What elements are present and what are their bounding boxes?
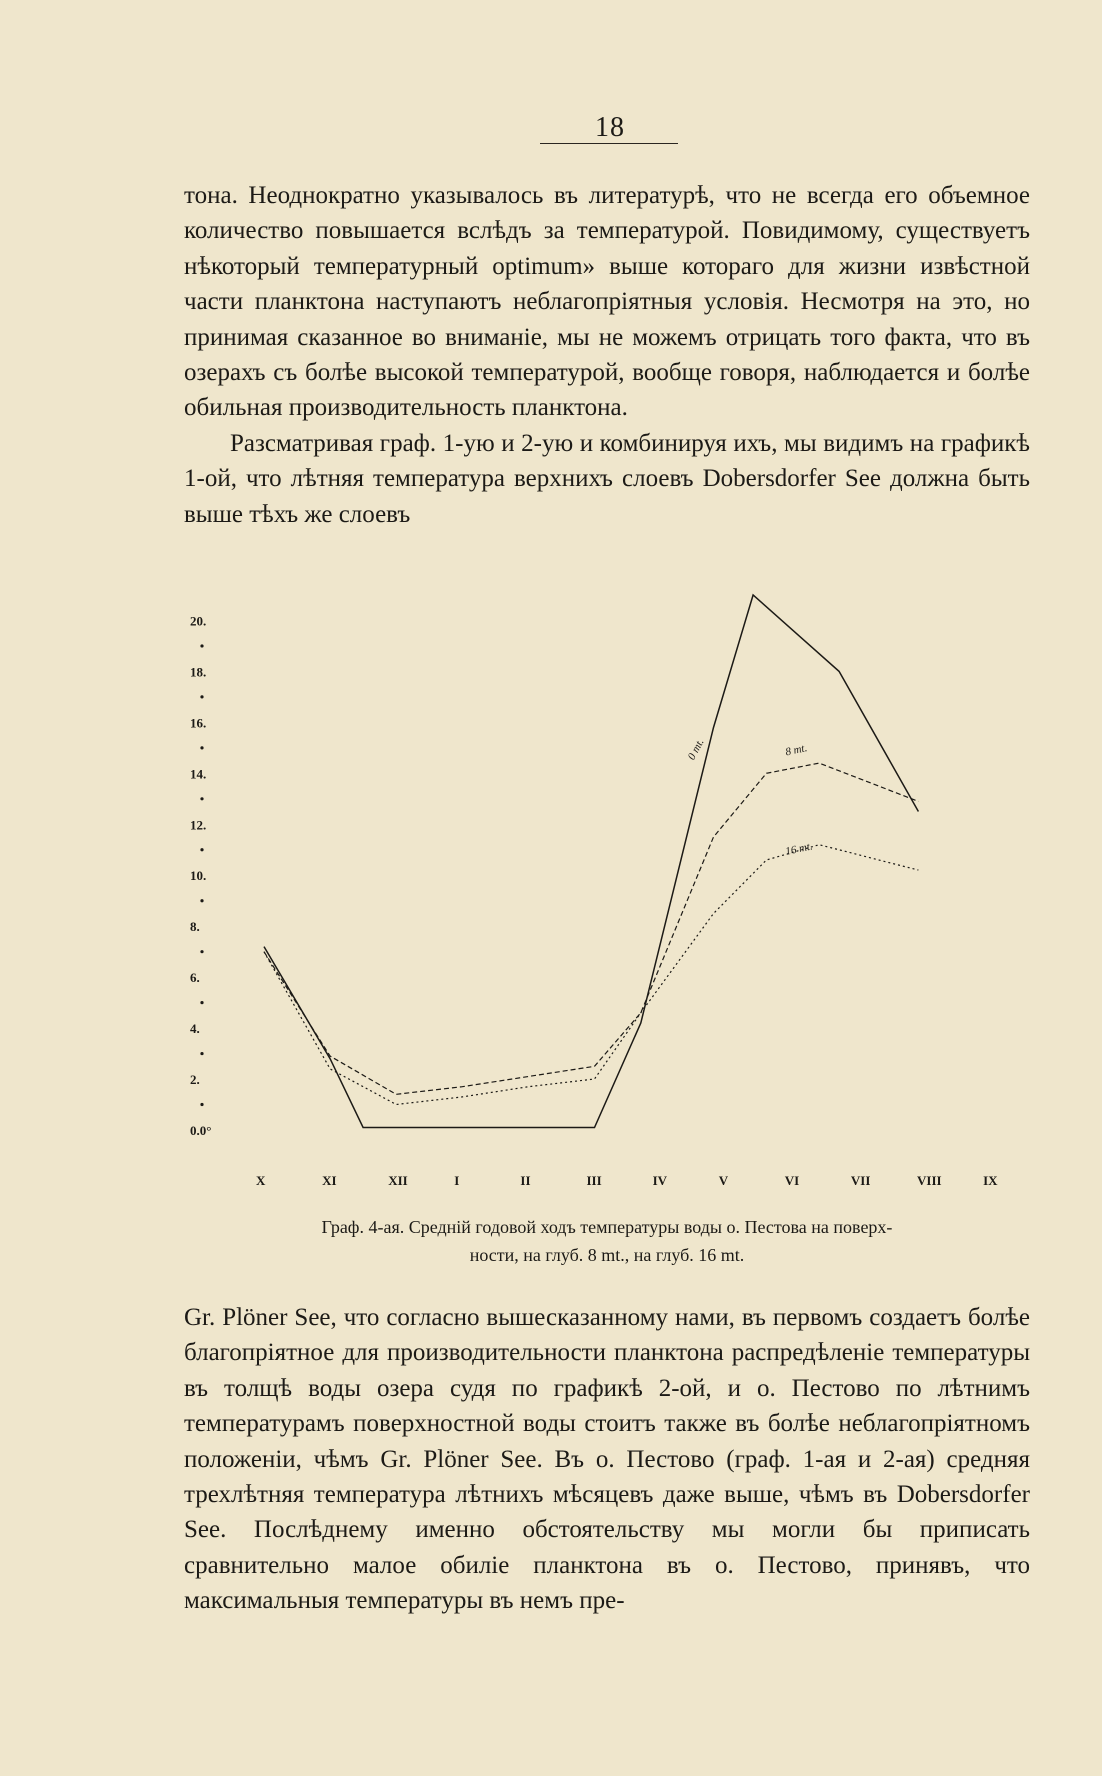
y-tick-label: 0.0°: [190, 1123, 212, 1138]
series-line-0: [264, 595, 918, 1128]
x-tick-label: V: [718, 1173, 729, 1188]
x-tick-label: IV: [652, 1173, 668, 1188]
y-tick-label: 12.: [190, 817, 207, 833]
page-number-rule: [540, 143, 678, 144]
series-line-1: [264, 763, 918, 1094]
series-label: 16 mt.: [784, 840, 814, 858]
y-tick-label: 2.: [190, 1072, 200, 1088]
y-tick-label: 16.: [190, 715, 207, 731]
y-tick-dot: [200, 899, 203, 902]
x-tick-label: VIII: [917, 1173, 942, 1188]
y-tick-dot: [200, 1001, 203, 1004]
y-tick-label: 8.: [190, 919, 200, 935]
y-tick-dot: [200, 797, 203, 800]
figure-caption: [184, 1213, 1030, 1269]
x-tick-label: III: [586, 1173, 602, 1188]
x-tick-label: IX: [983, 1173, 998, 1188]
paragraph: Разсматривая граф. 1-ую и 2-ую и комбинируя ихъ, мы видимъ на графикѣ 1-ой, что лѣтняя температура верхнихъ слоевъ Dobersdorfer See должна быть выше тѣхъ же слоевъ: [184, 429, 1030, 528]
caption-line-2: ности, на глуб. 8 mt., на глуб. 16 mt.: [469, 1245, 745, 1265]
y-tick-label: 6.: [190, 970, 200, 986]
y-tick-dot: [200, 1052, 203, 1055]
temperature-chart: [190, 585, 1040, 1195]
y-tick-label: 14.: [190, 766, 207, 782]
y-tick-label: 20.: [190, 613, 207, 629]
y-tick-dot: [200, 695, 203, 698]
y-tick-dot: [200, 1103, 203, 1106]
caption-line-1: Граф. 4-ая. Средній годовой ходъ температуры воды о. Пестова на поверх-: [321, 1217, 893, 1237]
series-label: 0 mt.: [685, 736, 707, 763]
chart-svg: [190, 585, 1040, 1195]
series-label: 8 mt.: [784, 742, 809, 759]
text-block-top: [184, 178, 1030, 532]
x-tick-label: I: [454, 1173, 460, 1188]
y-tick-dot: [200, 746, 203, 749]
y-tick-label: 4.: [190, 1021, 200, 1037]
x-tick-label: XII: [388, 1173, 408, 1188]
series-line-2: [264, 845, 918, 1105]
x-tick-label: II: [520, 1173, 531, 1188]
x-tick-label: VII: [850, 1173, 871, 1188]
y-tick-dot: [200, 950, 203, 953]
paragraph: тона. Неоднократно указывалось въ литературѣ, что не всегда его объемное количество повышается вслѣдъ за температурой. Повидимому, существуетъ нѣкоторый температурный optimum» выше котораго для жизни извѣстной части планктона наступаютъ неблагопріятныя условія. Несмотря на это, но принимая сказанное во вниманіе, мы не можемъ отрицать того факта, что въ озерахъ съ болѣе высокой температурой, вообще говоря, наблюдается и болѣе обильная производительность планктона.: [184, 182, 1030, 422]
page-number: 18: [595, 112, 625, 143]
x-tick-label: VI: [784, 1173, 800, 1188]
x-tick-label: XI: [322, 1173, 337, 1188]
paragraph: Gr. Plöner See, что согласно вышесказанному нами, въ первомъ создаетъ болѣе благопріятное для производительности планктона распредѣленіе температуры въ толщѣ воды озера судя по графикѣ 2-ой, и о. Пестово по лѣтнимъ температурамъ поверхностной воды стоитъ также въ болѣе неблагопріятномъ положеніи, чѣмъ Gr. Plöner See. Въ о. Пестово (граф. 1-ая и 2-ая) средняя трехлѣтняя температура лѣтнихъ мѣсяцевъ даже выше, чѣмъ въ Dobersdorfer See. Послѣднему именно обстоятельству мы могли бы приписать сравнительно малое обиліе планктона въ о. Пестово, принявъ, что максимальныя температуры въ немъ пре-: [184, 1304, 1030, 1615]
x-tick-label: X: [256, 1173, 266, 1188]
text-block-bottom: [184, 1300, 1030, 1619]
y-tick-label: 10.: [190, 868, 207, 884]
y-tick-label: 18.: [190, 664, 207, 680]
y-tick-dot: [200, 644, 203, 647]
y-tick-dot: [200, 848, 203, 851]
